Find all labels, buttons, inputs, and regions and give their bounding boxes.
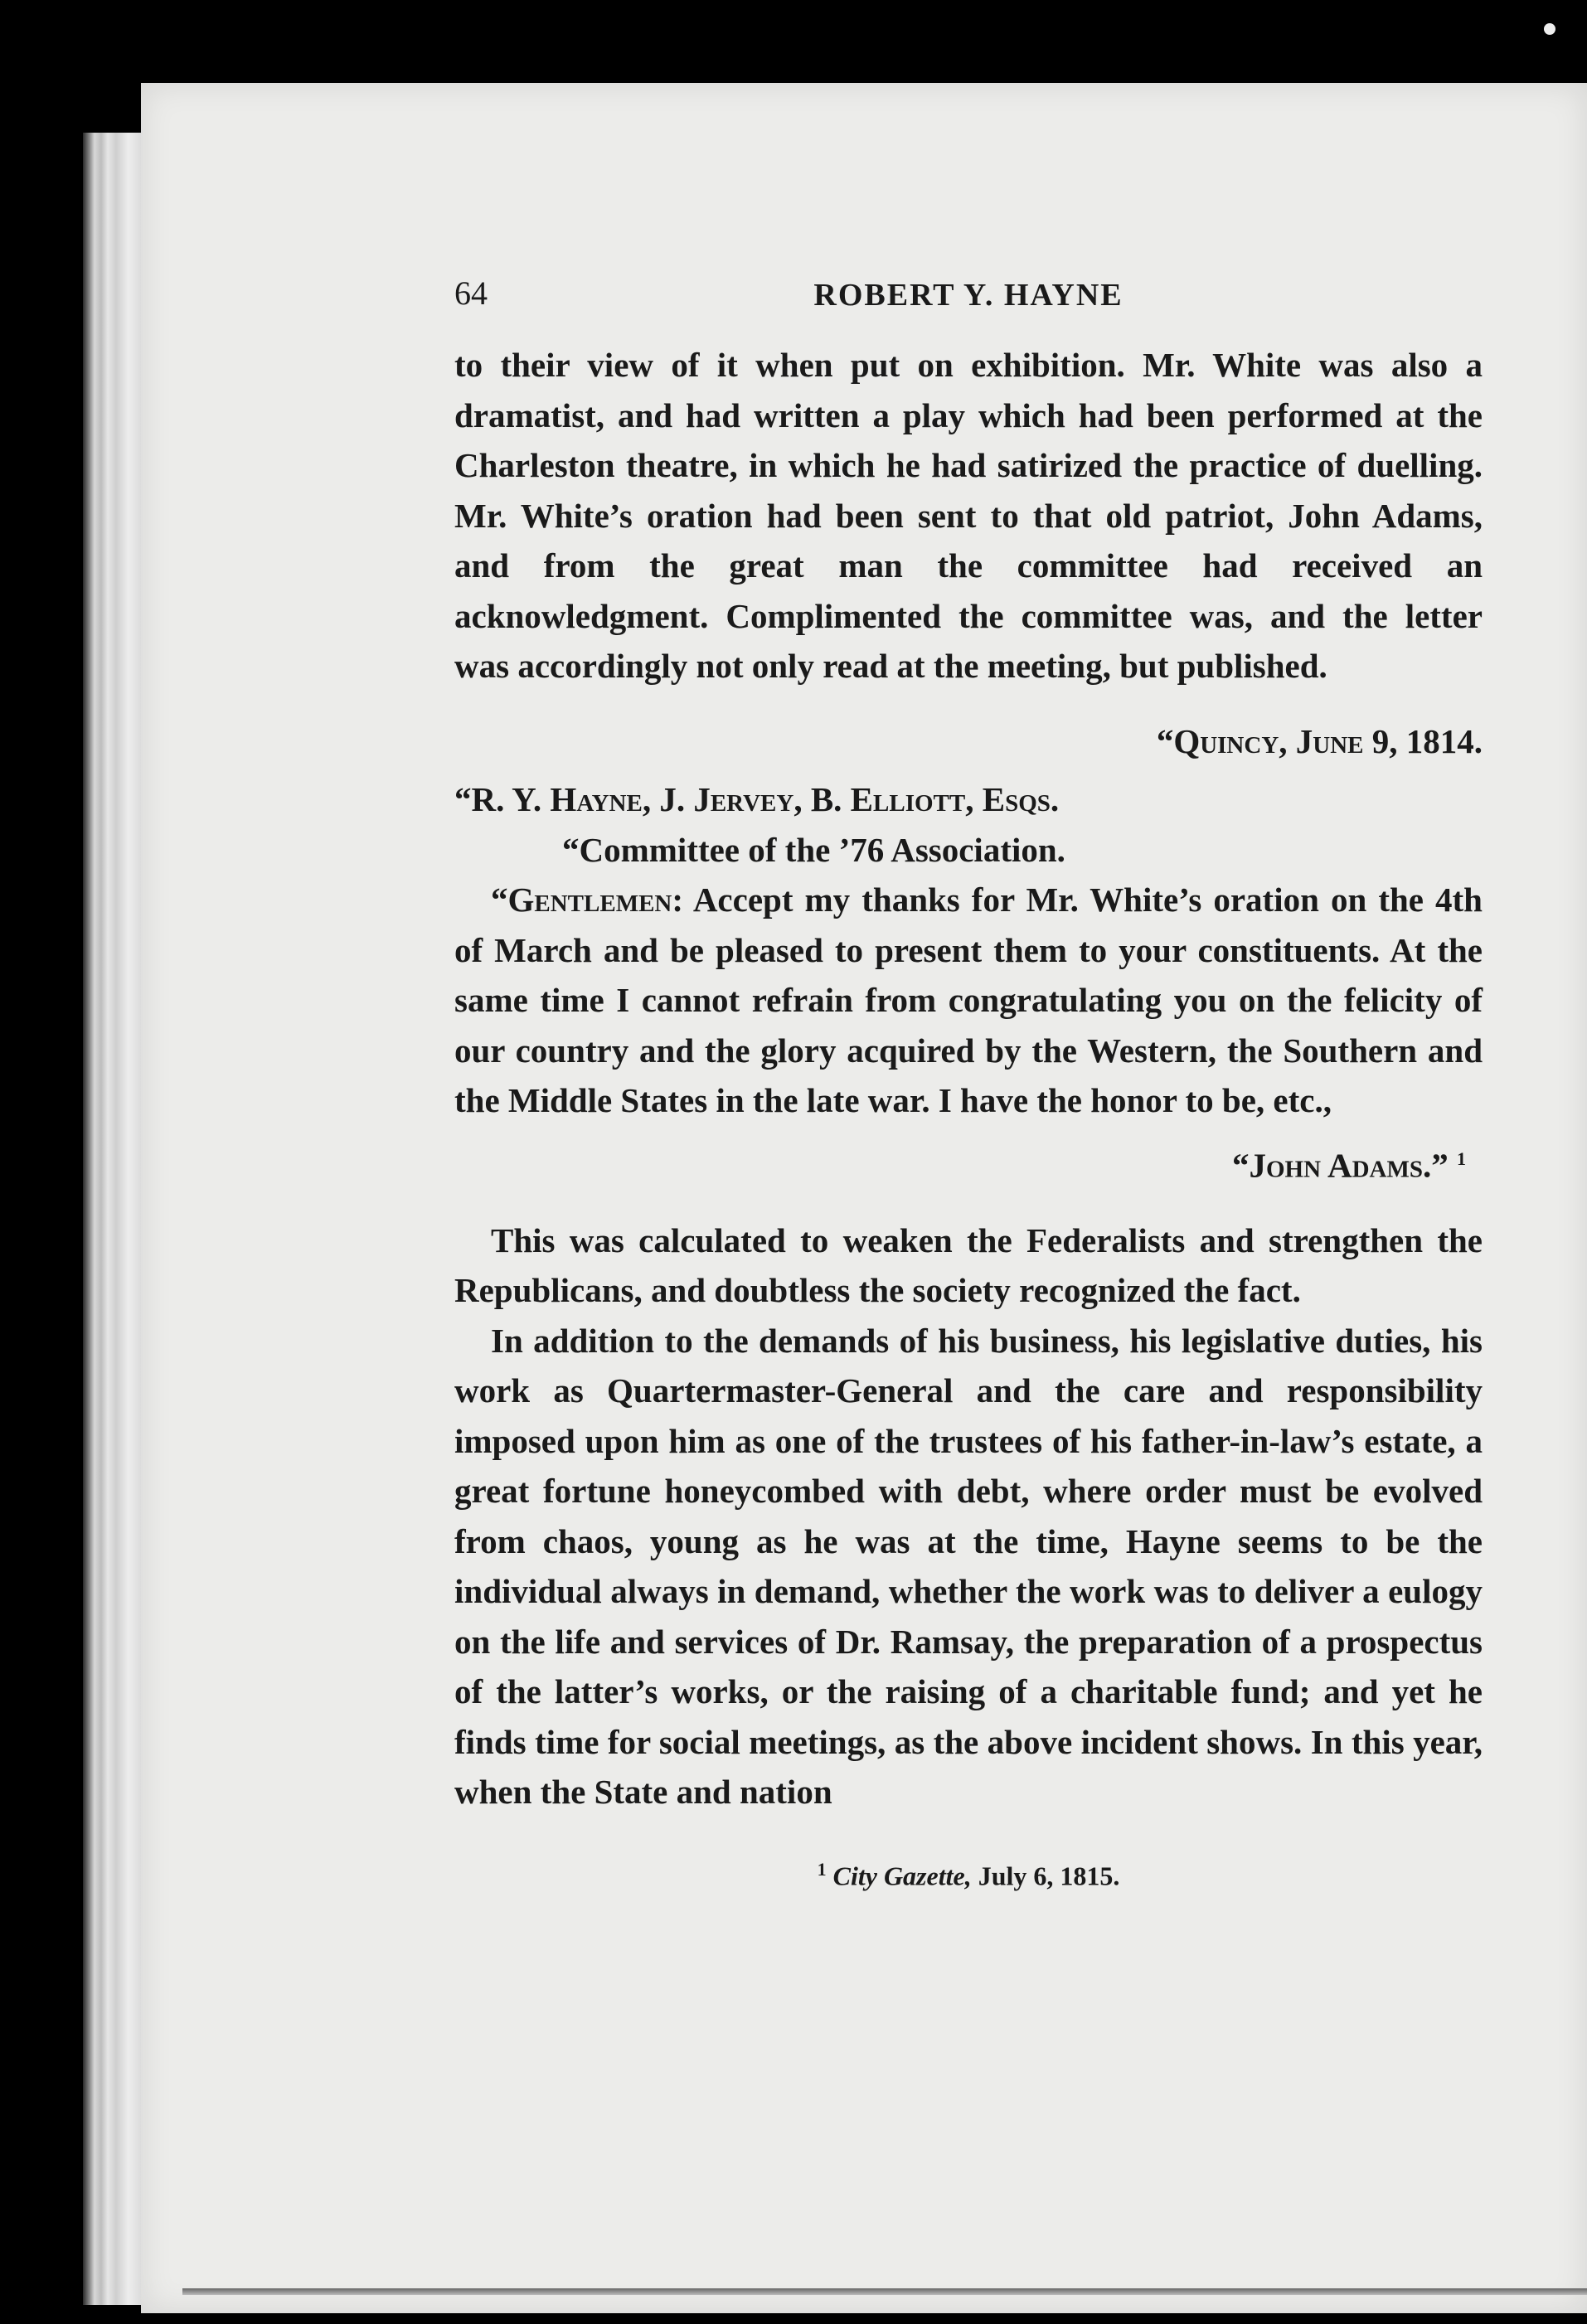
- running-head: ROBERT Y. HAYNE: [813, 278, 1124, 313]
- paragraph-3: In addition to the demands of his business, his legislative duties, his work as Quartermaster-General and the care and responsibility imposed upon him as one of the trustees of his father-in-law’s estate, a great fortune honeycombed with debt, where order must be evolved from chaos, young as he was at the time, Hayne seems to be the individual always in demand, whether the work was to deliver a eulogy on the life and services of Dr. Ramsay, the preparation of a prospectus of the latter’s works, or the raising of a charitable fund; and yet he finds time for social meetings, as the above incident shows. In this year, when the State and nation: [454, 1321, 1483, 1812]
- letter-dateline: “Quincy, June 9, 1814.: [1156, 721, 1483, 760]
- letter-salutation: “Gentlemen:: [491, 881, 684, 919]
- page-number: 64: [454, 274, 488, 312]
- paragraph-1: to their view of it when put on exhibition. Mr. White was also a dramatist, and had written a play which had been performed at the Charleston theatre, in which he had satirized the practice of duelling. Mr. White’s oration had been sent to that old patriot, John Adams, and from the great man the committee had received an acknowledgment. Complimented the committee was, and the letter was accordingly not only read at the meeting, but published.: [454, 346, 1483, 685]
- footnote: [454, 1859, 1483, 1892]
- footnote-marker: 1: [817, 1858, 827, 1880]
- letter-committee: “Committee of the ’76 Association.: [562, 830, 1065, 869]
- letter-body: [454, 875, 1483, 1126]
- scan-artifact: [1544, 23, 1555, 35]
- bottom-edge: [182, 2288, 1587, 2295]
- footnote-source: City Gazette,: [832, 1861, 972, 1891]
- letter-addressee: “R. Y. Hayne, J. Jervey, B. Elliott, Esqs.: [454, 780, 1060, 818]
- page-text: [454, 274, 1483, 1891]
- letter-signature-line: [454, 1134, 1483, 1191]
- paragraph-2: This was calculated to weaken the Federalists and strengthen the Republicans, and doubtless the society recognized the fact.: [454, 1220, 1483, 1310]
- page-header: [454, 274, 1483, 323]
- footnote-ref: 1: [1457, 1147, 1466, 1169]
- letter-text: Accept my thanks for Mr. White’s oration on the 4th of March and be pleased to present them to your constituents. At the same time I cannot refrain from congratulating you on the felicity of our country and the glory acquired by the Western, the Southern and the Middle States in the late war. I have the honor to be, etc.,: [454, 881, 1483, 1119]
- letter-signature: “John Adams.”: [1231, 1146, 1449, 1185]
- footnote-date: July 6, 1815.: [978, 1861, 1120, 1891]
